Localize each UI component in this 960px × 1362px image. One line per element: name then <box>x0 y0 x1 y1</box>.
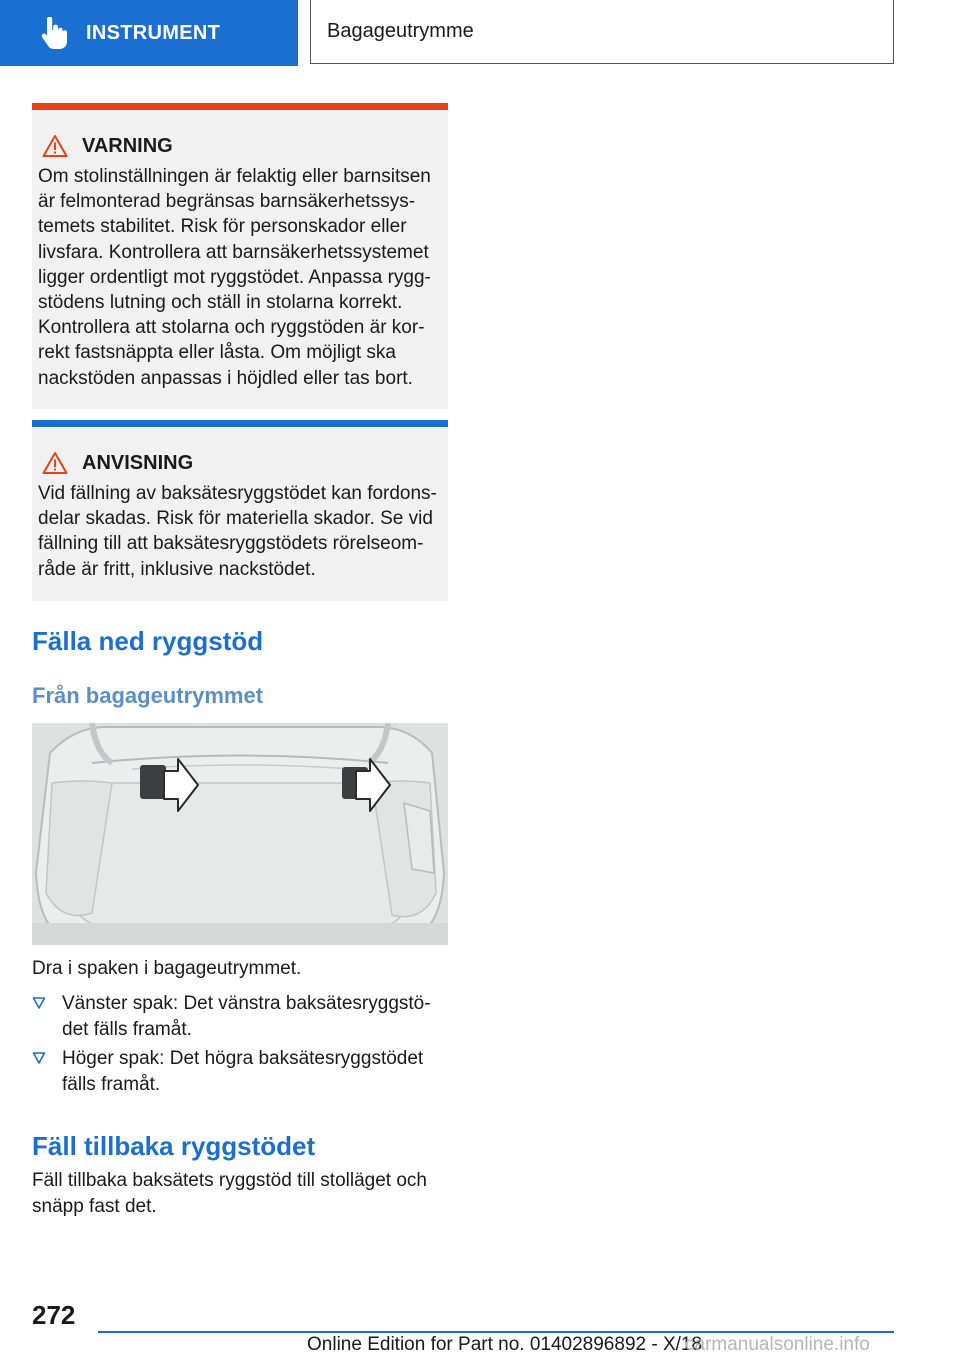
notice-line: delar skadas. Risk för materiella skador. Se vid <box>38 508 433 530</box>
warning-bar <box>32 103 448 110</box>
list-item <box>32 1046 448 1097</box>
breadcrumb <box>310 0 894 64</box>
triangle-bullet-icon <box>32 1051 46 1065</box>
warning-line: livsfara. Kontrollera att barnsäkerhetssystemet <box>38 241 429 263</box>
warning-triangle-icon <box>42 134 68 158</box>
page-header <box>0 0 960 66</box>
section-heading: Fälla ned ryggstöd <box>32 626 264 656</box>
notice-line: Vid fällning av baksätesryggstödet kan fordons- <box>38 483 437 504</box>
warning-line: stödens lutning och ställ in stolarna korrekt. <box>38 292 403 314</box>
section-text-line: Fäll tillbaka baksätets ryggstöd till stolläget och <box>32 1170 427 1191</box>
notice-title <box>42 449 448 477</box>
footer-edition: Online Edition for Part no. 01402896892 - X/18 <box>307 1334 703 1355</box>
list-item-line: Vänster spak: Det vänstra baksätesryggstö- <box>62 993 431 1014</box>
warning-line: temets stabilitet. Risk för personskador eller <box>38 216 407 238</box>
notice-line: fällning till att baksätesryggstödets rörelseom- <box>38 533 424 555</box>
warning-line: rekt fastsnäppta eller låsta. Om möjligt ska <box>38 342 396 364</box>
list-item-line: Höger spak: Det högra baksätesryggstödet <box>62 1048 424 1069</box>
page-number: 272 <box>32 1300 76 1330</box>
warning-box <box>32 103 448 409</box>
notice-title-text: ANVISNING <box>82 451 194 474</box>
section-text <box>32 1168 448 1219</box>
notice-bar <box>32 420 448 427</box>
list-item <box>32 991 448 1042</box>
notice-line: råde är fritt, inklusive nackstödet. <box>38 558 316 580</box>
section-subheading: Från bagageutrymmet <box>32 683 264 708</box>
list-item-line: fälls framåt. <box>62 1073 161 1095</box>
notice-box <box>32 420 448 601</box>
section-tab-instrument[interactable] <box>0 0 298 66</box>
hand-pointer-icon <box>34 13 74 53</box>
instruction-text: Dra i spaken i bagageutrymmet. <box>32 958 302 979</box>
watermark: carmanualsonline.info <box>685 1334 870 1355</box>
section-text-line: snäpp fast det. <box>32 1195 157 1217</box>
footer-divider <box>98 1331 894 1333</box>
warning-text <box>38 164 442 391</box>
warning-line: Kontrollera att stolarna och ryggstöden är kor- <box>38 317 425 339</box>
warning-line: ligger ordentligt mot ryggstödet. Anpassa rygg- <box>38 266 431 288</box>
list-item-text <box>62 1046 448 1097</box>
warning-title <box>42 132 448 160</box>
breadcrumb-title: Bagageutrymme <box>327 20 474 42</box>
trunk-illustration <box>32 723 448 945</box>
notice-text <box>38 481 442 582</box>
triangle-bullet-icon <box>32 996 46 1010</box>
warning-line: nackstöden anpassas i höjdled eller tas bort. <box>38 367 413 389</box>
list-item-text <box>62 991 448 1042</box>
list-item-line: det fälls framåt. <box>62 1018 192 1040</box>
warning-title-text: VARNING <box>82 134 173 157</box>
warning-triangle-icon <box>42 451 68 475</box>
warning-line: är felmonterad begränsas barnsäkerhetssys- <box>38 191 416 213</box>
section-heading: Fäll tillbaka ryggstödet <box>32 1131 316 1161</box>
warning-line: Om stolinställningen är felaktig eller barnsitsen <box>38 166 431 187</box>
section-tab-label: INSTRUMENT <box>86 21 221 44</box>
